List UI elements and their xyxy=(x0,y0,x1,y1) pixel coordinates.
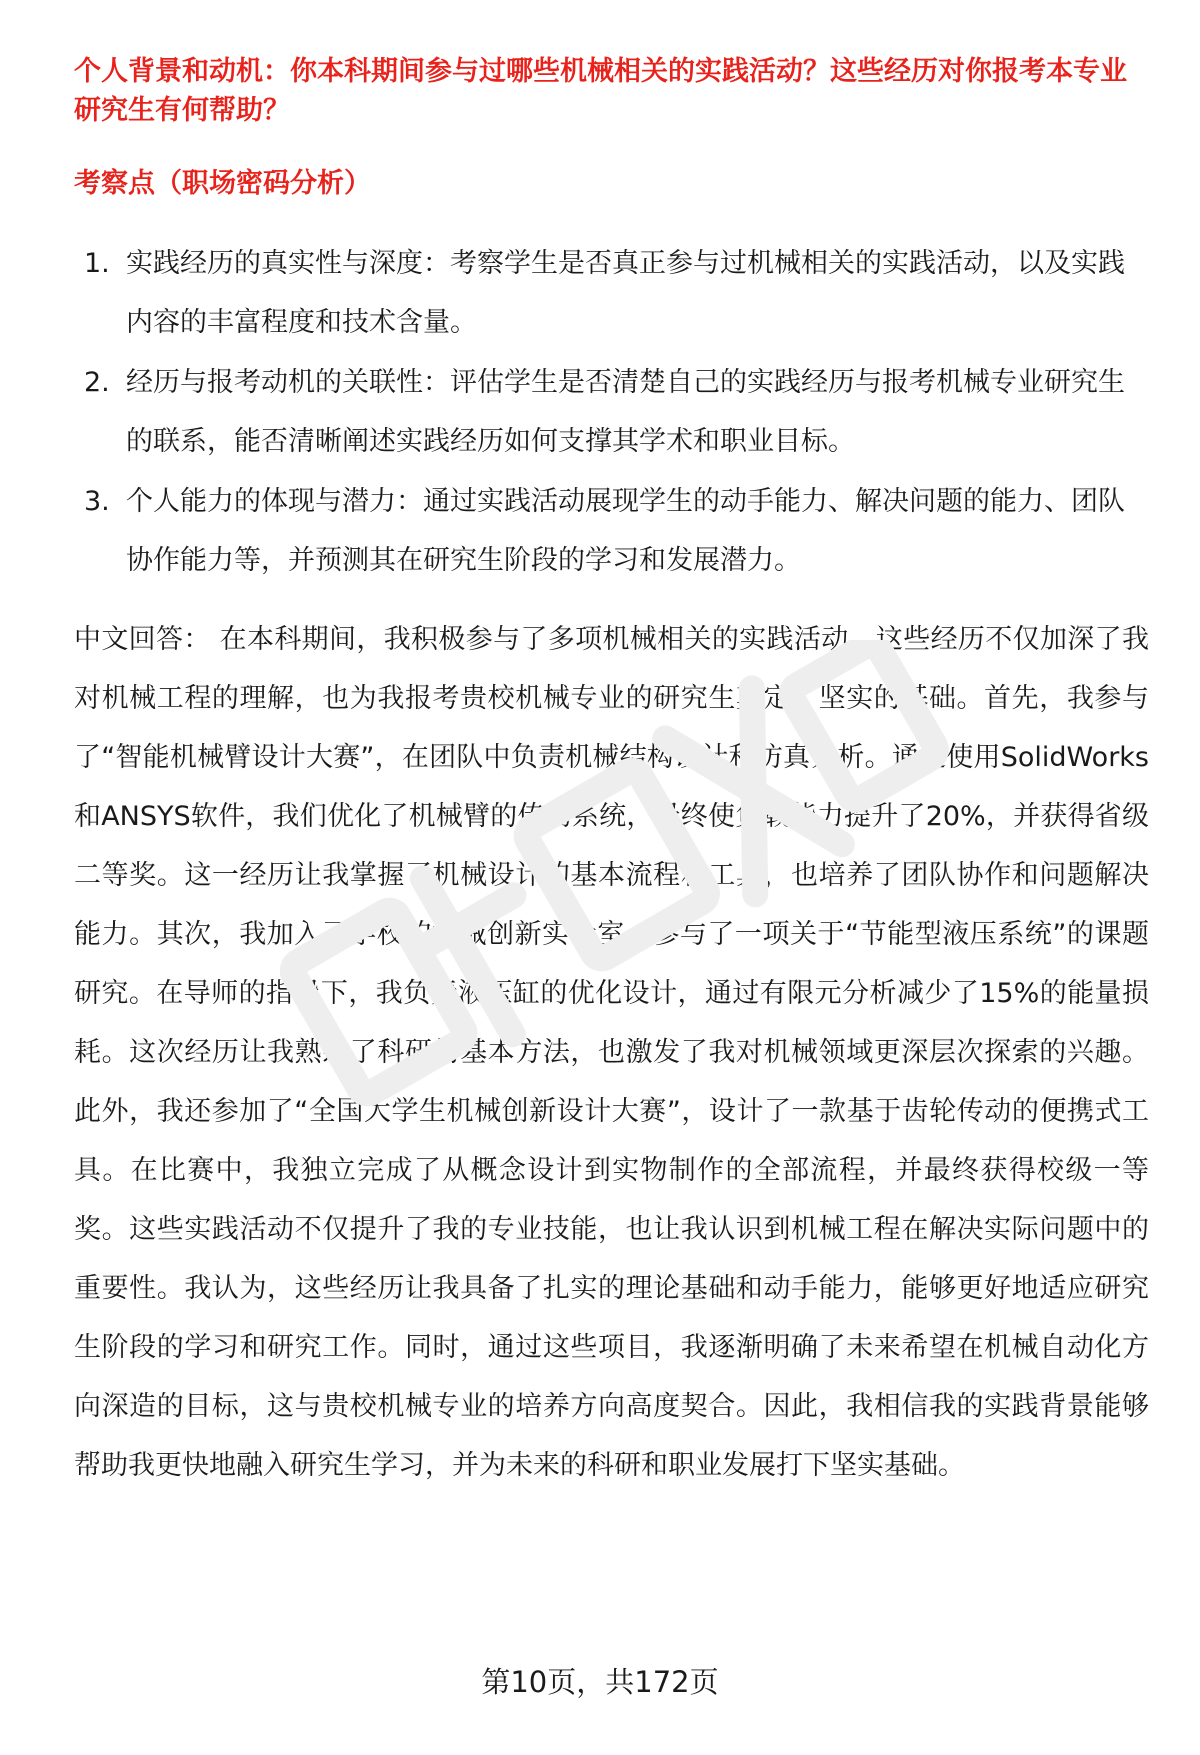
list-item xyxy=(74,353,1144,471)
list-item-number: 1. xyxy=(84,248,110,279)
list-item-number: 3. xyxy=(84,486,110,517)
page-number-footer: 第10页，共172页 xyxy=(481,1665,719,1699)
assessment-points-list xyxy=(74,234,1144,590)
list-item-text: 实践经历的真实性与深度：考察学生是否真正参与过机械相关的实践活动，以及实践内容的丰富程度和技术含量。 xyxy=(126,248,1125,338)
question-heading: 个人背景和动机：你本科期间参与过哪些机械相关的实践活动？这些经历对你报考本专业研究生有何帮助？ xyxy=(74,56,1127,126)
answer-paragraph: 中文回答： 在本科期间，我积极参与了多项机械相关的实践活动，这些经历不仅加深了我对机械工程的理解，也为我报考贵校机械专业的研究生奠定了坚实的基础。首先，我参与了“智能机械臂设计大赛”，在团队中负责机械结构设计和仿真分析。通过使用SolidWorks和ANSYS软件，我们优化了机械臂的传动系统，最终使负载能力提升了20%，并获得省级二等奖。这一经历让我掌握了机械设计的基本流程和工具，也培养了团队协作和问题解决能力。其次，我加入了学校的机械创新实验室，参与了一项关于“节能型液压系统”的课题研究。在导师的指导下，我负责液压缸的优化设计，通过有限元分析减少了15%的能量损耗。这次经历让我熟悉了科研的基本方法，也激发了我对机械领域更深层次探索的兴趣。此外，我还参加了“全国大学生机械创新设计大赛”，设计了一款基于齿轮传动的便携式工具。在比赛中，我独立完成了从概念设计到实物制作的全部流程，并最终获得校级一等奖。这些实践活动不仅提升了我的专业技能，也让我认识到机械工程在解决实际问题中的重要性。我认为，这些经历让我具备了扎实的理论基础和动手能力，能够更好地适应研究生阶段的学习和研究工作。同时，通过这些项目，我逐渐明确了未来希望在机械自动化方向深造的目标，这与贵校机械专业的培养方向高度契合。因此，我相信我的实践背景能够帮助我更快地融入研究生学习，并为未来的科研和职业发展打下坚实基础。 xyxy=(74,624,1149,1481)
list-item xyxy=(74,472,1144,590)
list-item-text: 经历与报考动机的关联性：评估学生是否清楚自己的实践经历与报考机械专业研究生的联系，能否清晰阐述实践经历如何支撑其学术和职业目标。 xyxy=(126,367,1125,457)
section-title: 考察点（职场密码分析） xyxy=(74,168,371,199)
list-item-number: 2. xyxy=(84,367,110,398)
list-item xyxy=(74,234,1144,352)
list-item-text: 个人能力的体现与潜力：通过实践活动展现学生的动手能力、解决问题的能力、团队协作能力等，并预测其在研究生阶段的学习和发展潜力。 xyxy=(126,486,1125,576)
